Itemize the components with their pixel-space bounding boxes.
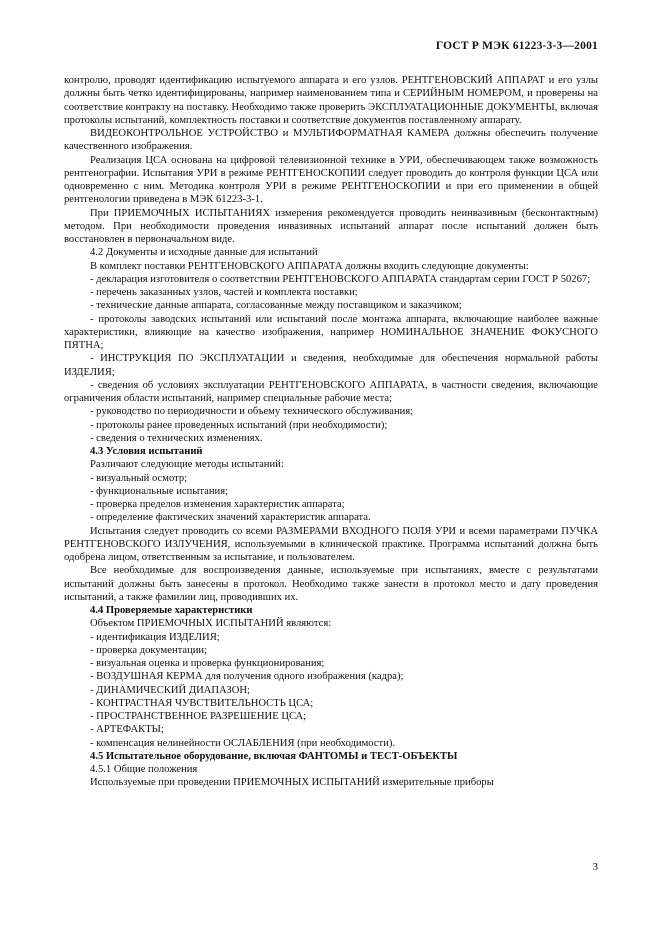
section-heading-4-3: 4.3 Условия испытаний xyxy=(90,446,203,457)
paragraph: Объектом ПРИЕМОЧНЫХ ИСПЫТАНИЙ являются: xyxy=(90,618,332,630)
list-item: - технические данные аппарата, согласованные между поставщиком и заказчиком; xyxy=(90,300,462,312)
list-item: - идентификация ИЗДЕЛИЯ; xyxy=(90,631,220,643)
paragraph: Испытания следует проводить со всеми РАЗМЕРАМИ ВХОДНОГО ПОЛЯ УРИ и всеми параметрами ПУЧКА РЕНТГЕНОВСКОГО ИЗЛУЧЕНИЯ, используемыми в клинической практике. Программа испытаний должна быть одобрена лицом, ответственным за испытание, и пользователем. xyxy=(64,525,598,563)
list-item: - сведения о технических изменениях. xyxy=(90,432,263,444)
list-item: - КОНТРАСТНАЯ ЧУВСТВИТЕЛЬНОСТЬ ЦСА; xyxy=(90,697,314,709)
list-item: - ИНСТРУКЦИЯ ПО ЭКСПЛУАТАЦИИ и сведения, необходимые для обеспечения нормальной работы ИЗДЕЛИЯ; xyxy=(64,353,598,378)
list-item: - АРТЕФАКТЫ; xyxy=(90,724,164,736)
section-heading-4-5-1: 4.5.1 Общие положения xyxy=(90,764,198,775)
list-item: - визуальная оценка и проверка функционирования; xyxy=(90,658,325,669)
list-item: - функциональные испытания; xyxy=(90,485,229,497)
section-heading-4-2: 4.2 Документы и исходные данные для испытаний xyxy=(90,247,318,259)
list-item: - декларация изготовителя о соответствии РЕНТГЕНОВСКОГО АППАРАТА стандартам серии ГОСТ Р 50267; xyxy=(90,273,591,285)
list-item: - ВОЗДУШНАЯ КЕРМА для получения одного изображения (кадра); xyxy=(90,671,404,683)
paragraph: При ПРИЕМОЧНЫХ ИСПЫТАНИЯХ измерения рекомендуется проводить неинвазивным (бесконтактным) методом. При необходимости проведения инвазивных испытаний аппарат после испытаний должен быть восстановлен в первоначальном виде. xyxy=(64,207,598,245)
list-item: - проверка документации; xyxy=(90,644,208,656)
paragraph: В комплект поставки РЕНТГЕНОВСКОГО АППАРАТА должны входить следующие документы: xyxy=(90,260,529,272)
list-item: - проверка пределов изменения характеристик аппарата; xyxy=(90,499,345,510)
list-item: - ПРОСТРАНСТВЕННОЕ РАЗРЕШЕНИЕ ЦСА; xyxy=(90,711,307,722)
list-item: - перечень заказанных узлов, частей и комплекта поставки; xyxy=(90,287,358,298)
paragraph: Используемые при проведении ПРИЕМОЧНЫХ ИСПЫТАНИЙ измерительные приборы xyxy=(90,777,494,789)
list-item: - определение фактических значений характеристик аппарата. xyxy=(90,512,371,524)
list-item: - компенсация нелинейности ОСЛАБЛЕНИЯ (при необходимости). xyxy=(90,737,396,749)
paragraph: Различают следующие методы испытаний: xyxy=(90,459,284,471)
paragraph: контролю, проводят идентификацию испытуемого аппарата и его узлов. РЕНТГЕНОВСКИЙ АППАРАТ и его узлы должны быть четко идентифицированы, например наименованием типа и СЕРИЙНЫМ НОМЕРОМ, и проверены на соответствие контракту на поставку. Необходимо также проверить ЭКСПЛУАТАЦИОННЫЕ ДОКУМЕНТЫ, включая протоколы испытаний, комплектность поставки и соответствие документов поставленному аппарату. xyxy=(64,75,598,126)
running-header: ГОСТ Р МЭК 61223-3-3—2001 xyxy=(435,40,598,52)
paragraph: Все необходимые для воспроизведения данные, используемые при испытаниях, вместе с результатами испытаний должны быть занесены в протокол. Необходимо также занести в протокол место и дату проведения испытаний, а также фамилии лиц, проводивших их. xyxy=(64,565,598,603)
paragraph: Реализация ЦСА основана на цифровой телевизионной технике в УРИ, обеспечивающем также возможность рентгенографии. Испытания УРИ в режиме РЕНТГЕНОСКОПИИ следует проводить до контроля функции ЦСА или одновременно с ним. Методика контроля УРИ в режиме РЕНТГЕНОСКОПИИ и при его применении в общей рентгенологии приведена в МЭК 61223-3-1. xyxy=(64,154,598,206)
list-item: - протоколы заводских испытаний или испытаний после монтажа аппарата, включающие наиболее важные характеристики, влияющие на качество изображения, например НОМИНАЛЬНОЕ ЗНАЧЕНИЕ ФОКУСНОГО ПЯТНА; xyxy=(64,313,598,351)
list-item: - сведения об условиях эксплуатации РЕНТГЕНОВСКОГО АППАРАТА, в частности сведения, включающие ограничения области испытаний, например специальные рабочие места; xyxy=(64,379,598,404)
list-item: - руководство по периодичности и объему технического обслуживания; xyxy=(90,406,414,418)
list-item: - визуальный осмотр; xyxy=(90,472,188,484)
list-item: - протоколы ранее проведенных испытаний (при необходимости); xyxy=(90,419,388,431)
section-heading-4-4: 4.4 Проверяемые характеристики xyxy=(90,605,253,616)
document-body xyxy=(64,74,598,790)
list-item: - ДИНАМИЧЕСКИЙ ДИАПАЗОН; xyxy=(90,684,250,696)
page-number: 3 xyxy=(592,861,598,873)
section-heading-4-5: 4.5 Испытательное оборудование, включая ФАНТОМЫ и ТЕСТ-ОБЪЕКТЫ xyxy=(90,750,458,762)
paragraph: ВИДЕОКОНТРОЛЬНОЕ УСТРОЙСТВО и МУЛЬТИФОРМАТНАЯ КАМЕРА должны обеспечить получение качественного изображения. xyxy=(64,128,598,153)
